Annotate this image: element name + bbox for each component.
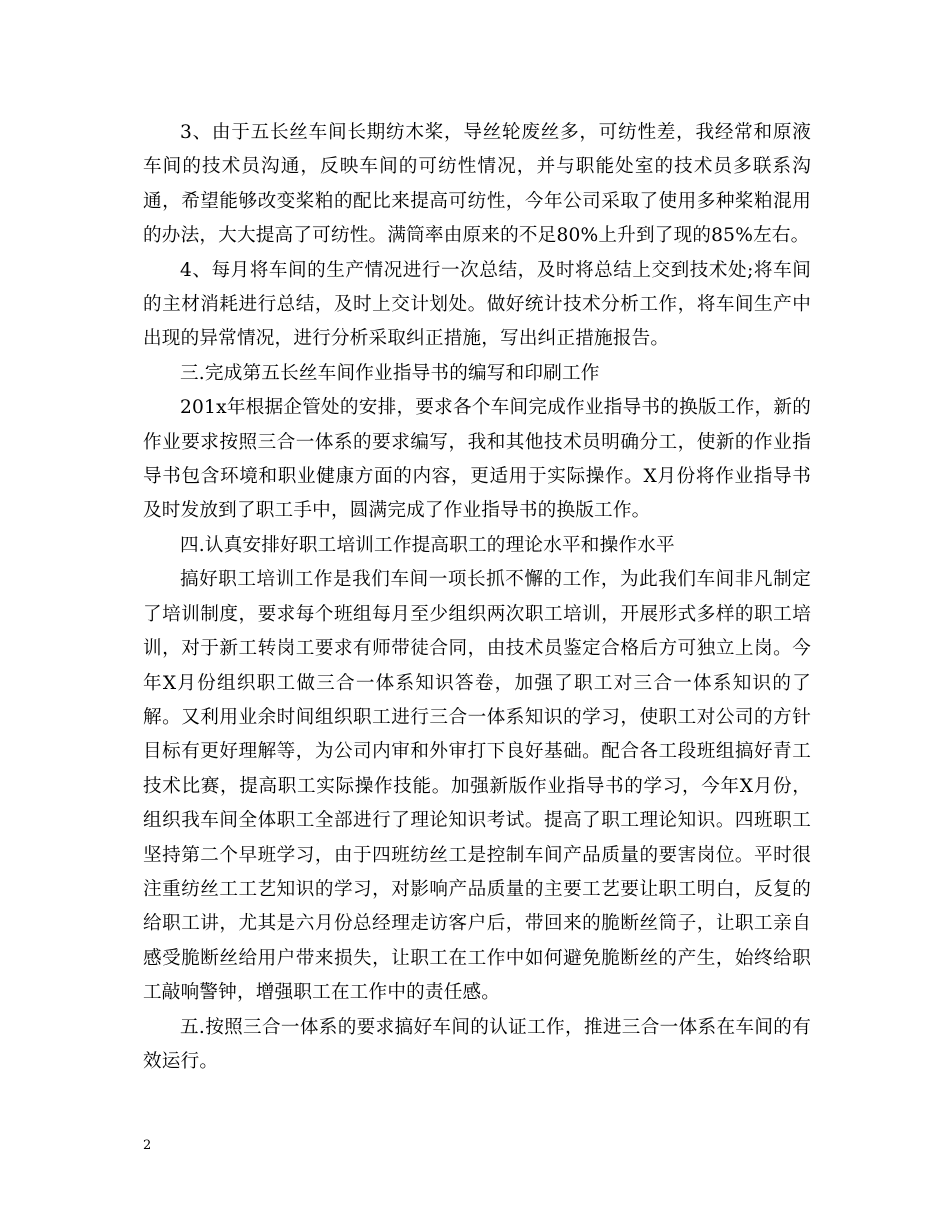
- paragraph-item-3: 3、由于五长丝车间长期纺木桨，导丝轮废丝多，可纺性差，我经常和原液车间的技术员沟通，反映车间的可纺性情况，并与职能处室的技术员多联系沟通，希望能够改变桨粕的配比来提高可纺性，今年公司采取了使用多种桨粕混用的办法，大大提高了可纺性。满筒率由原来的不足80%上升到了现的85%左右。: [143, 122, 811, 247]
- document-body: [143, 116, 811, 1079]
- paragraph-item-4: 4、每月将车间的生产情况进行一次总结，及时将总结上交到技术处;将车间的主材消耗进行总结，及时上交计划处。做好统计技术分析工作，将车间生产中出现的异常情况，进行分析采取纠正措施，写出纠正措施报告。: [143, 259, 811, 350]
- page-number: 2: [143, 1138, 152, 1153]
- paragraph-work-instructions: 201x年根据企管处的安排，要求各个车间完成作业指导书的换版工作，新的作业要求按照三合一体系的要求编写，我和其他技术员明确分工，使新的作业指导书包含环境和职业健康方面的内容，更适用于实际操作。X月份将作业指导书及时发放到了职工手中，圆满完成了作业指导书的换版工作。: [143, 397, 811, 522]
- section-heading-4: 四.认真安排好职工培训工作提高职工的理论水平和操作水平: [180, 534, 675, 556]
- section-heading-5: 五.按照三合一体系的要求搞好车间的认证工作，推进三合一体系在车间的有效运行。: [143, 1016, 811, 1072]
- paragraph-staff-training: 搞好职工培训工作是我们车间一项长抓不懈的工作，为此我们车间非凡制定了培训制度，要求每个班组每月至少组织两次职工培训，开展形式多样的职工培训，对于新工转岗工要求有师带徒合同，由技术员鉴定合格后方可独立上岗。今年X月份组织职工做三合一体系知识答卷，加强了职工对三合一体系知识的了解。又利用业余时间组织职工进行三合一体系知识的学习，使职工对公司的方针目标有更好理解等，为公司内审和外审打下良好基础。配合各工段班组搞好青工技术比赛，提高职工实际操作技能。加强新版作业指导书的学习，今年X月份，组织我车间全体职工全部进行了理论知识考试。提高了职工理论知识。四班职工坚持第二个早班学习，由于四班纺丝工是控制车间产品质量的要害岗位。平时很注重纺丝工工艺知识的学习，对影响产品质量的主要工艺要让职工明白，反复的给职工讲，尤其是六月份总经理走访客户后，带回来的脆断丝筒子，让职工亲自感受脆断丝给用户带来损失，让职工在工作中如何避免脆断丝的产生，始终给职工敲响警钟，增强职工在工作中的责任感。: [143, 569, 811, 1004]
- section-heading-3: 三.完成第五长丝车间作业指导书的编写和印刷工作: [180, 362, 600, 384]
